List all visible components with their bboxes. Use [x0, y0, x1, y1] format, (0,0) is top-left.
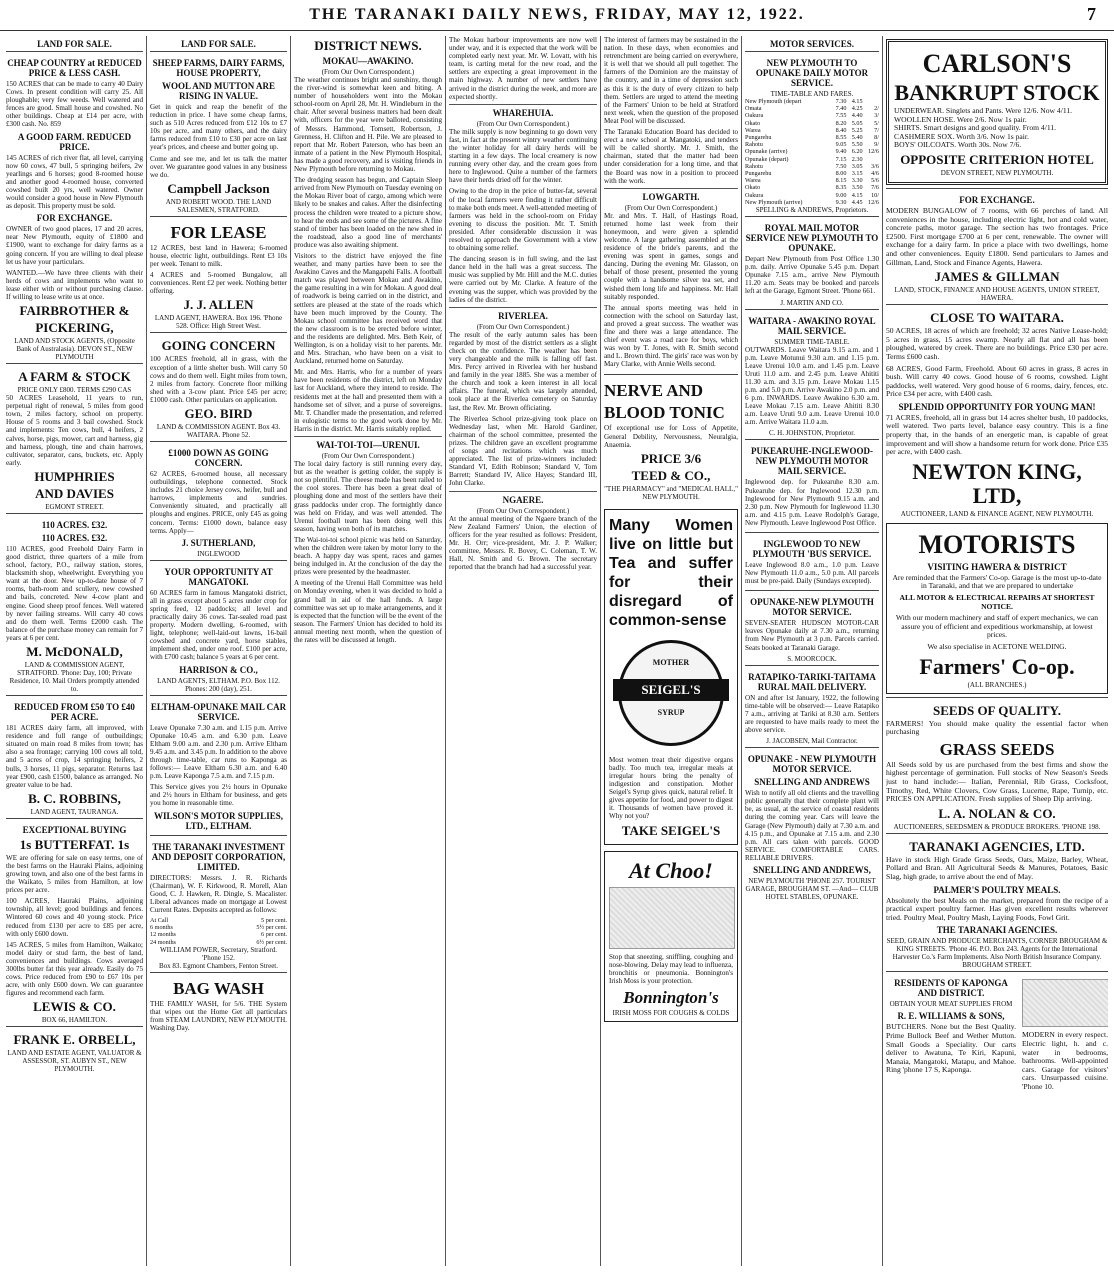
ad-price: PRICE ONLY £800. TERMS £290 CAS — [17, 386, 132, 395]
ad-footer-sub: DEVON STREET, NEW PLYMOUTH. — [940, 168, 1054, 177]
timetable-stop: New Plymouth (depart — [745, 98, 802, 105]
ad-body: Leave Inglewood 8.0 a.m., 1.0 p.m. Leave New Plymouth 11.0 a.m., 5.0 p.m. All parcels must be pre-paid. Daily (Sundays excepted). — [745, 561, 879, 586]
seigels-seal-logo: MOTHER SEIGEL'S SYRUP — [618, 640, 724, 746]
timetable-cell: 7/ — [874, 126, 879, 134]
agent-details: AUCTIONEERS, SEEDSMEN & PRODUCE BROKERS. 'PHONE 198. — [893, 822, 1101, 831]
ad-body: 50 ACRES Leasehold, 11 years to run, perpetual right of renewal, 5 miles from good town, 2 miles factory, school on property. House of 5 rooms and 3 bail cowshed. Stock and implements: Ten cows, bull, 4 heifers, 2 calves, horse, pigs, mower, cart and harness, gig and harness, plough, tine and chain harrows, cultivator, separator, cans, buckets, etc. Apply early. — [6, 394, 143, 467]
proprietor-line: S. MOORCOCK. — [787, 654, 837, 663]
rate-value: 6 per cent. — [261, 931, 287, 939]
article-paragraph: A meeting of the Urenui Hall Committee was held on Monday evening, when it was decided to hold a grand ball in aid of the hall funds. A large committee was set up to make arrangements, and it is expected that the function will be the event of the season. The Farmers' Union has decided to hold its annual meeting next month, when the question of the rates will be discussed at length. — [294, 579, 442, 644]
timetable-cell: 5/ — [874, 119, 879, 127]
agent-name: B. C. ROBBINS, — [28, 790, 121, 806]
ad-title: REDUCED FROM £50 TO £40 PER ACRE. — [14, 702, 135, 723]
agent-name: GEO. BIRD — [184, 405, 253, 421]
timetable-cell: 8.20 — [835, 119, 847, 127]
column-2 — [150, 36, 287, 1266]
timetable-row — [745, 156, 879, 163]
ad-title: INGLEWOOD TO NEW PLYMOUTH 'BUS SERVICE. — [752, 539, 872, 560]
agent-name: FAIRBROTHER & — [19, 303, 130, 319]
agent-name: FRANK E. ORBELL, — [13, 1032, 136, 1048]
ad-body: This Service gives you 2½ hours in Opunake and 2½ hours in Eltham for business, and gets you home in reasonable time. — [150, 783, 287, 808]
ad-title: CARLSON'S — [922, 49, 1072, 78]
subsection-title: LOWGARTH. — [642, 191, 700, 202]
ad-body: ON and after 1st January, 1922, the following time-table will be observed:— Leave Ratapiko 7 a.m., arriving at Tariki at 8.30 a.m. Settlers are requested to have mails ready to meet the above service. — [745, 693, 879, 735]
agent-details: Box 83. Egmont Chambers, Fenton Street. — [159, 961, 278, 970]
carlsons-ad — [886, 39, 1108, 185]
timetable-row — [745, 127, 879, 134]
subsection-title: WHAREHUIA. — [492, 107, 554, 118]
timetable-cell: 4.25 — [851, 105, 863, 113]
ad-title: A FARM & STOCK — [18, 369, 131, 385]
agent-name: M. McDONALD, — [26, 644, 123, 660]
hotel-illustration — [1022, 979, 1108, 1027]
timetable-stop: Warea — [745, 126, 761, 134]
timetable-cell: 3.15 — [851, 170, 863, 178]
ad-body: 4 ACRES and 5-roomed Bungalow, all conveniences. Rent £2 per week. Nothing better offering. — [150, 271, 287, 296]
agent-name: NEWTON KING, LTD, — [912, 458, 1082, 508]
agent-name: J. J. ALLEN — [183, 297, 254, 313]
correspondent-line: (From Our Own Correspondent.) — [476, 119, 570, 128]
ad-body: Have in stock High Grade Grass Seeds, Oats, Maize, Barley, Wheat, Pollard and Bran. All Agricultural Seeds & Manures, Potatoes, Basic Slag, high grade, to arrive about the end of May. — [886, 854, 1108, 881]
agent-details: "THE PHARMACY" and "MEDICAL HALL," NEW PLYMOUTH. — [604, 484, 738, 501]
article-paragraph: The Mokau harbour improvements are now well under way, and it is expected that the work will be completed early next year. Mr. W. Lovatt, with his team, is carting metal for the new road, and the settlers are expecting a great improvement in the main highway. A number of new settlers have arrived in the district during the week, and more are expected shortly. — [449, 36, 597, 101]
correspondent-line: (From Our Own Correspondent.) — [476, 506, 570, 515]
ad-title: GOING CONCERN — [161, 338, 276, 354]
ad-item: WOOLLEN HOSE. Were 2/6. Now 1s pair. — [894, 114, 1027, 124]
subsection-title: WAI-TOI-TOI—URENUI. — [316, 440, 420, 451]
ad-title: TARANAKI AGENCIES, LTD. — [909, 838, 1085, 854]
timetable-cell: 2/ — [874, 105, 879, 113]
rate-term: 12 months — [150, 931, 176, 939]
ad-title: A GOOD FARM. REDUCED PRICE. — [17, 131, 132, 152]
article-paragraph: The Riverlea School prize-giving took place on Wednesday last, when Mr. Harold Gardiner, chairman of the school committee, presented the prizes. The children gave an excellent programme of songs and recitations which was much appreciated. The list of prize-winners included: Standard VI, Edith Robinson; Standard V, Tom Barrett; Standard IV, Alice Hayes; Standard III, John Clarke. — [449, 414, 597, 488]
ad-body: Are reminded that the Farmers' Co-op. Garage is the most up-to-date in Taranaki, and that we are prepared to undertake — [892, 572, 1102, 591]
agent-details: LAND AGENTS, ELTHAM. P.O. Box 112. Phones: 200 (day), 251. — [157, 676, 280, 693]
column-7 — [886, 36, 1108, 1266]
ad-title: ROYAL MAIL MOTOR SERVICE NEW PLYMOUTH TO OPUNAKE. — [745, 223, 879, 254]
ad-title: NEW PLYMOUTH TO OPUNAKE DAILY MOTOR SERVICE. — [755, 58, 869, 88]
timetable-cell — [863, 156, 879, 163]
timetable-cell: 4/6 — [871, 170, 879, 178]
ad-body: OWNER of two good places, 17 and 20 acres, near New Plymouth, equity of £1800 and £1900, want to exchange for dairy farms as a going concern. If you are willing to deal please let us have your particulars. — [6, 225, 143, 266]
timetable-stop: Oakura — [745, 191, 764, 199]
timetable-cell: 6.20 — [851, 148, 863, 156]
correspondent-line: (From Our Own Correspondent.) — [624, 203, 718, 212]
section-header: MOTOR SERVICES. — [769, 39, 855, 49]
article-paragraph: The local dairy factory is still running every day, but as the weather is getting colder, the supply is not so plentiful. The cheese made has been railed to the cool stores. There has been a great deal of ploughing done and most of the settlers have their grass paddocks under crop. The fortnightly dance was held on Friday, and was well attended. The Urenui football team has been doing well this season, having won both of its matches. — [294, 460, 442, 533]
timetable-stop: New Plymouth (arrive) — [745, 198, 803, 206]
column-rule — [445, 36, 446, 1266]
ad-footer: TAKE SEIGEL'S — [621, 822, 721, 838]
ad-body: 68 ACRES, Good Farm, Freehold. About 60 acres in grass, 8 acres in bush. Will carry 40 cows. Good house of 6 rooms, cowshed. Light paddocks, well watered. Very good house of 6 rooms, dairy, fences, etc. Price £34 per acre, with £400 cash. — [886, 363, 1108, 399]
correspondent-line: (From Our Own Correspondent.) — [321, 68, 415, 76]
ad-body: Of exceptional use for Loss of Appetite, General Debility, Nervousness, Neuralgia, Anaemia. — [604, 424, 738, 449]
article-paragraph: The annual sports meeting was held in connection with the school on Saturday last, and proved a great success. The weather was fine and there was a large attendance. The chief event was a road race for boys, which was won by T. Jones, with R. Smith second and L. Brown third. The girls' race was won by Mary Clarke, with Annie Wells second. — [604, 303, 738, 369]
timetable-row — [745, 141, 879, 148]
agent-name: SNELLING AND ANDREWS, — [753, 864, 871, 875]
timetable-row — [745, 170, 879, 177]
column-5 — [604, 36, 738, 1266]
timetable-stop: Pungarehu — [745, 170, 772, 178]
ad-title: SPLENDID OPPORTUNITY FOR YOUNG MAN! — [898, 401, 1096, 412]
article-paragraph: The dancing season is in full swing, and the last dance held in the hall was a great success. The music was supplied by Mr. Hill and the M.C. duties were carried out by Mr. Clarke. A feature of the evening was the supper, which was provided by the ladies of the district. — [449, 255, 597, 304]
ad-body: 145 ACRES, 5 miles from Hamilton, Waikato; model dairy or stud farm, the best of land, conveniences and buildings. Cows averaged 300lbs butter fat this year already. Easily do 75 cows. Price reduced from £90 to £67 10s per acre, with only £600 down. We can guarantee figures and recommend each farm. — [6, 940, 143, 998]
masthead-title: THE TARANAKI DAILY NEWS, FRIDAY, MAY 12, 1922. — [309, 6, 805, 23]
ad-title: OPUNAKE-NEW PLYMOUTH MOTOR SERVICE. — [750, 597, 874, 618]
timetable-cell: 9.05 — [835, 141, 847, 149]
column-1 — [6, 36, 143, 1266]
article-paragraph: The Wai-toi-toi school picnic was held on Saturday, when the children were taken by motor lorry to the beach. A happy day was spent, races and games being indulged in. At the conclusion of the day the prizes were presented by the headmaster. — [294, 535, 442, 577]
timetable-cell: 12/6 — [867, 198, 879, 206]
timetable-stop: Rahotu — [745, 162, 763, 170]
agent-details: NEW PLYMOUTH 'PHONE 257. TOURIST GARAGE, BROUGHAM ST. —And— CLUB HOTEL STABLES, OPUNAKE. — [745, 876, 879, 901]
timetable-cell: 8.00 — [835, 170, 847, 178]
agent-details: AND ROBERT WOOD. THE LAND SALESMEN, STRATFORD. — [165, 197, 272, 214]
ad-item: CASHMERE SOX. Worth 3/6. Now 1s pair. — [894, 131, 1029, 141]
ad-item: SHIRTS. Smart designs and good quality. From 4/11. — [894, 123, 1057, 133]
timetable-stop: Pungarehu — [745, 134, 772, 142]
timetable-stop: Okato — [745, 119, 761, 127]
ad-body: 150 ACRES that can be made to carry 40 Dairy Cows. In present condition will carry 25. All ploughable; very few weeds. Well watered and fences are good. Small house and cowshed. No other buildings. Cheap at £14 per acre, with £300 cash. No. 859 — [6, 80, 143, 129]
timetable-row — [745, 148, 879, 155]
ad-body: THE FAMILY WASH, for 5/6. THE System that wipes out the Home Get all particulars from STEAM LAUNDRY, NEW PLYMOUTH. Washing Day. — [150, 999, 287, 1033]
agent-name: SNELLING AND ANDREWS — [754, 777, 870, 788]
timetable-cell: 4.15 — [851, 98, 863, 105]
timetable-cell: 10/ — [871, 191, 879, 199]
ad-body: 12 ACRES, best land in Hawera; 6-roomed house, electric light, outbuildings. Rent £3 10s per week. Tenant to milk. — [150, 243, 287, 269]
deposit-rates-table — [150, 917, 287, 946]
ad-subtitle: OBTAIN YOUR MEAT SUPPLIES FROM — [889, 1000, 1013, 1009]
article-paragraph: Mr. and Mrs. T. Hall, of Hastings Road, returned home last week from their honeymoon, and were given a splendid welcome. A large gathering assembled at the residence of the bride's parents, and the evening was spent in games, songs and dancing. During the evening Mr. Glasson, on behalf of those present, presented the young couple with a handsome silver tea set, and wished them long life and happiness. Mr. Hall suitably responded. — [604, 211, 738, 301]
column-rule — [146, 36, 147, 1266]
timetable-cell: 7.50 — [835, 162, 847, 170]
timetable-cell: 3.50 — [851, 184, 863, 192]
ad-title: FOR EXCHANGE. — [959, 194, 1035, 205]
agent-name: LEWIS & CO. — [33, 999, 116, 1015]
table-row — [150, 931, 287, 938]
timetable-cell: 8/ — [874, 134, 879, 142]
ad-title: PUKEARUHE-INGLEWOOD-NEW PLYMOUTH MOTOR MAIL SERVICE. — [750, 446, 873, 477]
ad-body: Depart New Plymouth from Post Office 1.30 p.m. daily. Arrive Opunake 5.45 p.m. Depart Opunake 7.15 a.m., arrive New Plymouth 11.20 a.m. Seats may be booked and parcels left at the Garage, Egmont Street. 'Phone 661. — [745, 255, 879, 296]
timetable-row — [745, 98, 879, 105]
article-paragraph: Owing to the drop in the price of butter-fat, several of the local farmers were finding it rather difficult to make both ends meet. A well-attended meeting of farmers was held in the school-room on Friday evening to discuss the position. Mr. T. Smith presided. After considerable discussion it was resolved to approach the Government with a view to obtaining some relief. — [449, 187, 597, 253]
agent-details: SEED, GRAIN AND PRODUCE MERCHANTS, CORNER BROUGHAM & KING STREETS. 'Phone 46. P.O. Box 243. Agents for the International Harvester Co.'s Farm Implements. Also North British Insurance Company. BROUGHAM STREET. — [886, 937, 1108, 970]
ad-title: BAG WASH — [173, 978, 264, 998]
agent-name: R. E. WILLIAMS & SONS, — [897, 1011, 1005, 1022]
column-rule — [600, 36, 601, 1266]
section-title: DISTRICT NEWS. — [314, 38, 422, 53]
agent-details: EGMONT STREET. — [45, 502, 104, 511]
column-6 — [745, 36, 879, 1266]
ad-title: 110 ACRES. £32. — [41, 532, 108, 543]
ad-title: YOUR OPPORTUNITY AT MANGATOKI. — [164, 566, 273, 587]
brand-name: Bonnington's — [623, 987, 719, 1007]
timetable-cell: 8.55 — [835, 134, 847, 142]
ad-body: Stop that sneezing, sniffling, coughing and nose-blowing. Delay may lead to influenza, bronchitis or pneumonia. Bonnington's Irish Moss is your protection. — [609, 952, 733, 985]
ad-body: Wish to notify all old clients and the travelling public generally that their complete plant will be, as usual, at the service of coastal residents during the coming year. Cars will leave the Garage (New Plymouth) daily at 7.30 a.m. and 4.15 p.m., and Opunake at 7.15 a.m. and 2.30 p.m. All cars taken with parcels. GOOD SERVICE. COMFORTABLE CARS. RELIABLE DRIVERS. — [745, 789, 879, 862]
timetable-stop: Rahotu — [745, 141, 763, 149]
ad-body: DIRECTORS: Messrs. J. R. Richards (Chairman), W. F. Kirkwood, R. Morell, Alan Good, C. J. Hawken, R. Dingle, S. Macalister. Liberal advances made on mortgage at Lowest Current Rates. Deposits accepted as follows: — [150, 873, 287, 914]
timetable-cell: 2.30 — [851, 155, 863, 163]
timetable-row — [745, 134, 879, 141]
timetable-cell: 4.45 — [851, 198, 863, 206]
timetable-cell: 4.40 — [851, 112, 863, 120]
agent-details: LAND AGENT, TAURANGA. — [30, 807, 119, 816]
agent-name: THE TARANAKI AGENCIES. — [936, 925, 1058, 936]
ad-title: PALMER'S POULTRY MEALS. — [933, 884, 1061, 895]
article-paragraph: The weather continues bright and sunshiny, though the river-wind is somewhat keen and biting. A number of householders went into the Mokau school-room on April 28, Mr. H. Windleburn in the chair. After several business matters had been dealt with, officers for the year were balloted, consisting of Messrs. Hammond, Tomsett, Robertson, J. Grenness, H. Clifton and H. Pile. We are pleased to report that Mr. Robert Paterson, who has been an inmate of a patient in the New Plymouth Hospital, has made a good recovery, and is visiting friends in New Plymouth before returning to Mokau. — [294, 76, 442, 174]
ad-title: CLOSE TO WAITARA. — [930, 310, 1064, 326]
timetable-stop: Warea — [745, 177, 761, 185]
ad-body: 100 ACRES freehold, all in grass, with the exception of a little shelter bush. Will carry 50 cows and do them well. Eight miles from town, 2 miles from factory. Concrete floor milking shed with a 3-cow plant. Price £45 per acre; £1000 cash. Other particulars on application. — [150, 355, 287, 404]
rate-value: 6½ per cent. — [256, 938, 287, 946]
agent-details: LAND & COMMISSION AGENT, STRATFORD. 'Phone: Day, 100; Private Residence, 10. Mail Orders promptly attended to. — [9, 661, 140, 694]
timetable-stop: Opunake (depart) — [745, 155, 789, 163]
subsection-title: NGAERE. — [502, 494, 544, 505]
table-row — [150, 939, 287, 946]
agent-name: TEED & CO., — [631, 467, 711, 483]
timetable-stop: Opunake (arrive) — [745, 148, 788, 156]
ad-body: ALL MOTOR & ELECTRICAL REPAIRS AT SHORTEST NOTICE. — [899, 593, 1095, 611]
correspondent-line: (From Our Own Correspondent.) — [476, 322, 570, 331]
article-paragraph: Mr. and Mrs. Harris, who for a number of years have been residents of the district, left on Monday last for Auckland, where they intend to reside. The residents met at the hall and presented them with a handsome set of silver, and a purse of sovereigns. Mr. T. Chandler made the presentation, and referred in eulogistic terms to the good work done by Mr. Harris in the district. Mr. Harris suitably replied. — [294, 368, 442, 433]
ad-body: Get in quick and reap the benefit of the reduction in price. I have some cheap farms, such as 510 Acres reduced from £12 10s to £7 10s per acre, and many others, and the dairy farms reduced from £10 to £30 per acre on last year's prices, and cheese and butter going up. — [150, 103, 287, 152]
timetable-cell: 8.40 — [835, 126, 847, 134]
section-header: LAND FOR SALE. — [181, 39, 256, 49]
firm-sub: (ALL BRANCHES.) — [967, 680, 1027, 689]
ad-body: We also specialise in ACETONE WELDING. — [927, 642, 1067, 651]
timetable — [745, 98, 879, 206]
agent-name: WILSON'S MOTOR SUPPLIES, LTD., ELTHAM. — [153, 810, 284, 831]
section-header: LAND FOR SALE. — [37, 39, 112, 49]
ad-body: WANTED.—We have three clients with their herds of cows and implements who want to lease either with or without purchasing clause. If willing to lease write us at once. — [6, 268, 143, 301]
ad-title: RATAPIKO-TARIKI-TAITAMA RURAL MAIL DELIVERY. — [748, 671, 876, 692]
timetable-cell: 4.15 — [851, 191, 863, 199]
timetable-cell: 3/ — [874, 112, 879, 120]
ad-title: 110 ACRES. £32. — [41, 519, 108, 530]
agent-details: LAND, STOCK, FINANCE AND HOUSE AGENTS, UNION STREET, HAWERA. — [894, 286, 1100, 303]
article-paragraph: The dredging season has begun, and Captain Sleep arrived from New Plymouth on Tuesday evening on the Mokau River boat of cargo, among which were likely to be snakes and cakes. After the disinfecting process the children were treated to a picture show, to hear the ends and see some of the pictures. A fine stand of timber has been loaded on the new shed in the roadstead, also a good line of merchants' produce was also awaiting shipment. — [294, 176, 442, 249]
ad-title: NERVE AND — [604, 381, 704, 401]
ad-body: FARMERS! You should make quality the essential factor when purchasing — [886, 718, 1108, 737]
article-paragraph: The milk supply is now beginning to go down very fast, in fact at the present wintry weather continuing the winter holiday for all dairy herds will be starting in a few days. The local creamery is now running every other day, and the cream goes from here to Inglewood. Quite a number of the farmers have their herds dried off for the winter. — [449, 127, 597, 185]
article-paragraph: At the annual meeting of the Ngaere branch of the New Zealand Farmers' Union, the election of officers for the year resulted as follows: President, Mr. H. Orr; vice-president, Mr. J. P. Walker; committee, Messrs. R. Bovey, C. Coleman, T. W. Hall, N. Smith and G. Brown. The secretary reported that the branch had had a successful year. — [449, 514, 597, 572]
rate-term: At Call — [150, 916, 169, 924]
timetable-cell: 9/ — [874, 141, 879, 149]
timetable-cell — [863, 98, 879, 105]
article-paragraph: The Taranaki Education Board has decided to erect a new school at Mangatoki, and tenders will be called shortly. Mr. J. Smith, the chairman, stated that the matter had been under consideration for a long time, and that the Board was now in a position to proceed with the work. — [604, 128, 738, 185]
rate-term: 6 months — [150, 924, 173, 932]
column-rule — [741, 36, 742, 1266]
table-row — [150, 924, 287, 931]
ad-title: MOTORISTS — [918, 529, 1076, 559]
ad-title: CHEAP COUNTRY at REDUCED PRICE & LESS CASH. — [7, 58, 142, 78]
timetable-row — [745, 192, 879, 199]
ad-title: SHEEP FARMS, DAIRY FARMS, HOUSE PROPERTY, — [152, 58, 285, 78]
ad-body: 71 ACRES, freehold, all in grass but 14 acres shelter bush, 10 paddocks, well watered. Two parts level, balance easy country. This is a fine property that, in the hands of an energetic man, is capable of great improvement and will show a handsome return for work done. Price £35 per acre, with £400 cash. — [886, 412, 1108, 457]
ad-body: Absolutely the best Meals on the market, prepared from the recipe of a practical expert poultry farmer. Has given excellent results wherever tried. Poultry Meal, Poultry Mash, Laying Foods, Fowl Grit. — [886, 895, 1108, 922]
ad-price: PRICE 3/6 — [640, 450, 702, 466]
timetable-cell: 9.40 — [835, 148, 847, 156]
column-4 — [449, 36, 597, 1266]
column-rule — [882, 36, 883, 1266]
timetable-cell: 3/6 — [871, 162, 879, 170]
timetable-cell: 5.50 — [851, 141, 863, 149]
ad-title: FOR LEASE — [170, 222, 267, 242]
ad-title: EXCEPTIONAL BUYING — [22, 824, 127, 835]
ad-body: 62 ACRES, 6-roomed house, all necessary outbuildings, telephone connected. Stock includes 21 choice Jersey cows, heifer, bull and harrows, implements and sundries. Conveniently situated, and practically all ploughs and engines. PRICE, only £45 as going concern. Terms: £1000 down, balance easy terms. Apply— — [150, 469, 287, 535]
timetable-cell: 5.05 — [851, 119, 863, 127]
ad-body: MODERN BUNGALOW of 7 rooms, with 66 perches of land. All conveniences in the house, including electric light, hot and cold water, concrete paths, motor garage. The section has two frontages. Price £2500. First mortgage £700 at 6 per cent, renewable. The owner will exchange for a dairy farm. In price a place with two dwellings, home and other conveniences. Equity £1800. Send particulars to James and Gillman, Land, Stock and Finance Agents, Hawera. — [886, 205, 1108, 267]
timetable-row — [745, 184, 879, 191]
timetable-row — [745, 105, 879, 112]
rate-value: 5½ per cent. — [256, 924, 287, 932]
proprietor-line: C. H. JOHNSTON, Proprietor. — [768, 429, 855, 438]
proprietor-line: J. JACOBSEN, Mail Contractor. — [766, 737, 858, 746]
timetable-stop: Oakura — [745, 112, 764, 120]
timetable-cell: 8.35 — [835, 184, 847, 192]
rate-term: 24 months — [150, 938, 176, 946]
rate-value: 5 per cent. — [261, 916, 287, 924]
ad-title: WOOL AND MUTTON ARE RISING IN VALUE. — [161, 81, 276, 101]
ad-subtitle: TIME-TABLE AND FARES. — [770, 90, 854, 98]
ad-body: 100 ACRES, Hauraki Plains, adjoining township, all level; good buildings and fences. Wintered 60 cows and 40 young stock. Price reduced from £130 per acre to £85 per acre, with only £600 down. — [6, 897, 143, 938]
ad-body: Come and see me, and let us talk the matter over. We guarantee good values in any business we do. — [150, 154, 287, 179]
timetable-cell: 5.40 — [851, 134, 863, 142]
ad-title: BANKRUPT STOCK — [894, 80, 1100, 105]
timetable-cell: 7.40 — [835, 105, 847, 113]
ad-title: SEEDS OF QUALITY. — [933, 702, 1061, 718]
ad-body: WE are offering for sale on easy terms, one of the best farms on the Hauraki Plains, adjoining growing town, and also one of the best farms in the Waikato, 5 miles from Hamilton, at low prices per acre. — [6, 853, 143, 895]
timetable-row — [745, 199, 879, 206]
correspondent-line: (From Our Own Correspondent.) — [321, 452, 415, 461]
proprietor-line: J. MARTIN AND CO. — [780, 298, 844, 307]
agent-details: LAND & COMMISSION AGENT. Box 43. WAITARA. Phone 52. — [156, 422, 281, 439]
column-3 — [294, 36, 442, 1266]
agent-details: INGLEWOOD — [197, 549, 240, 558]
agent-details: BOX 66, HAMILTON. — [41, 1016, 108, 1025]
ad-title: ELTHAM-OPUNAKE MAIL CAR SERVICE. — [150, 701, 287, 722]
agent-name: Campbell Jackson — [167, 180, 270, 196]
masthead — [0, 0, 1114, 31]
agent-details: LAND AGENT, HAWERA. Box 196. 'Phone 528. Office: High Street West. — [154, 314, 283, 331]
agent-details: LAND AND ESTATE AGENT, VALUATOR & ASSESSOR, ST. AUBYN ST., NEW PLYMOUTH. — [7, 1049, 142, 1074]
timetable-cell: 7.30 — [835, 98, 847, 105]
ad-headline: Many Women live on little but Tea and suffer for their disregard of common-sense — [609, 516, 733, 629]
sneezing-man-illustration — [609, 887, 735, 949]
ad-body: With our modern machinery and staff of expert mechanics, we can assure you of efficient and expeditious workmanship, at lowest prices. — [895, 613, 1099, 640]
ad-body: All Seeds sold by us are purchased from the best firms and show the highest percentage of germination. Full stocks of New Season's Seeds just to hand include:— Italian, Perennial, Rib Grass, Cocksfoot, Timothy, Red, White Clovers, Cow Grass, Lucerne, Rape, Turnip, etc. PRICES ON APPLICATION. Fresh supplies of Sheep Dip arriving. — [886, 759, 1108, 804]
ad-title: £1000 DOWN AS GOING CONCERN. — [168, 447, 269, 468]
ad-footer: OPPOSITE CRITERION HOTEL — [900, 151, 1094, 167]
ad-title: THE TARANAKI INVESTMENT AND DEPOSIT CORPORATION, LIMITED. — [151, 841, 286, 872]
timetable-row — [745, 163, 879, 170]
agent-name: L. A. NOLAN & CO. — [938, 805, 1056, 821]
timetable-row — [745, 120, 879, 127]
timetable-row — [745, 112, 879, 119]
ad-title: OPUNAKE - NEW PLYMOUTH MOTOR SERVICE. — [747, 754, 877, 775]
firm-name: Farmers' Co-op. — [919, 653, 1075, 679]
ad-title: At Choo! — [629, 857, 713, 883]
article-paragraph: The interest of farmers may be sustained in the nation. In these days, when economies and retrenchment are being carried on everywhere, it is well that we should all pull together. The farmers of the Dominion are the mainstay of the country, and in a time of depression such as this it is the duty of every citizen to help them. Settlers are urged to attend the meeting of the Farmers' Union to be held at Stratford next week, when the question of the proposed Meat Pool will be discussed. — [604, 36, 738, 125]
ad-body: OUTWARDS. Leave Waitara 9.15 a.m. and 1 p.m. Leave Motunui 9.30 a.m. and 1.15 p.m. Leave Urenui 10.0 a.m. and 1.45 p.m. Leave Uruti 11.0 a.m. and 2.45 p.m. Leave Ahititi 11.30 a.m. and 3.15 p.m. Leave Mokau 1.15 p.m. and 5.0 p.m. Arrive Awakino 2.0 p.m. and 6 p.m. INWARDS. Leave Awakino 6.30 a.m. Leave Mokau 7.15 a.m. Leave Ahititi 8.30 a.m. Leave Uruti 9.0 a.m. Leave Urenui 10.0 a.m. Arrive Waitara 11.0 a.m. — [745, 345, 879, 427]
ad-subtitle: VISITING HAWERA & DISTRICT — [927, 561, 1067, 572]
agent-details: AUCTIONEER, LAND & FINANCE AGENT, NEW PLYMOUTH. — [900, 509, 1094, 518]
ad-title: RESIDENTS OF KAPONGA AND DISTRICT. — [894, 978, 1008, 999]
ad-title: 1s BUTTERFAT. 1s — [19, 836, 130, 852]
article-paragraph: The result of the early autumn sales has been regarded by most of the district settlers as a slight check on the confidence. The weather has been very changeable and the milk is falling off fast. Mrs. Percy arrived in Riverlea with her husband and family in the year 1885. She was a member of the church and took a keen interest in all local affairs. The funeral, which was largely attended, took place at the Riverlea cemetery on Saturday last, the Rev. Mr. Brown officiating. — [449, 330, 597, 412]
ad-item: BOYS' OILCOATS. Worth 30s. Now 7/6. — [894, 140, 1022, 150]
ad-body: 181 ACRES dairy farm, all improved, with residence and full range of outbuildings; situated on main road 8 miles from town; has also a sea frontage; carrying 100 cows all told, and 5 acres of crop, 14 springing heifers, 2 bulls, 3 horses, 11 pigs, separator. Returns last year £900, cash £1500, balance as arranged. No greater value to be had. — [6, 724, 143, 789]
agent-details: LAND AND STOCK AGENTS, (Opposite Bank of Australasia). DEVON ST., NEW PLYMOUTH — [14, 337, 135, 362]
timetable-cell: 7.15 — [835, 155, 847, 163]
column-rule — [290, 36, 291, 1266]
article-paragraph: Visitors to the district have enjoyed the fine weather, and many parties have been to see the Awakino Caves and the Mangapehi Falls. A football match was played between Mokau and Awakino, the game resulting in a win for Mokau. A good deal of roadwork is being carried on in the district, and settlers are pleased at the state of the roads which have been much improved by the County. The Mokau school committee has received word that the new classroom is to be erected before winter, and the residents are delighted. Mrs. Beth Keir, of Wellington, is on a holiday visit to her parents. Mr. and Mrs. Strachan, who have been on a visit to Auckland, returned home on Saturday. — [294, 251, 442, 366]
page-number: 7 — [1087, 4, 1096, 24]
subsection-title: RIVERLEA. — [498, 310, 548, 321]
timetable-cell: 12/6 — [867, 148, 879, 156]
ad-body: BUTCHERS. None but the Best Quality. Prime Bullock Beef and Wether Mutton. Small Goods a Speciality. Our carts deliver to Awatuna, Te Kiri, Kapuni, Manaia, Mangatoki, Matapu, and Mahoe. Ring 'phone 17 S, Kaponga. — [886, 1022, 1016, 1075]
ad-body: Inglewood dep. for Pukearuhe 8.30 a.m. Pukearuhe dep. for Inglewood 12.30 p.m. Inglewood for New Plymouth 9.15 a.m. and 2.30 p.m. New Plymouth for Inglewood 11.30 a.m. and 4.15 p.m. Leave Rodolph's Garage, New Plymouth. Leave Inglewood Post Office. — [745, 478, 879, 527]
agent-name: HUMPHRIES — [34, 468, 115, 484]
timetable-cell: 5/6 — [871, 177, 879, 185]
ad-title: WAITARA - AWAKINO ROYAL MAIL SERVICE. — [748, 315, 876, 336]
agent-name: J. SUTHERLAND, — [181, 537, 256, 548]
ad-body: 145 ACRES of rich river flat, all level, carrying now 60 cows, 47 bull, 5 springing heifers, 2w yearlings and 6 horses; good 8-roomed house and another good 4-roomed house, converted cowshed built 20 yrs, well watered. Owner would consider a good house in New Plymouth as deposit. This property must be sold. — [6, 153, 143, 211]
timetable-cell: 7.55 — [835, 112, 847, 120]
agent-name: PICKERING, — [35, 320, 114, 336]
agent-name: HARRISON & CO., — [179, 664, 258, 675]
timetable-cell: 9.30 — [835, 198, 847, 206]
ad-title: BLOOD TONIC — [604, 403, 725, 423]
timetable-cell: 7/6 — [871, 184, 879, 192]
ad-body: 110 ACRES, good Freehold Dairy Farm in good district, three quarters of a mile from school, factory, P.O., railway station, stores, blacksmith shop, wheelwright. Everything you want at the door. New up-to-date house of 7 rooms, bath-room and scullery, new cowshed and bails, concreted. New 4-cow plant and engine. Good sheep proof fences. Well watered by never failing streams. Will carry 40 cows and do them well. Terms £2000 cash. The balance of the purchase money can remain for 7 years at 6 per cent. — [6, 544, 143, 642]
timetable-row — [745, 177, 879, 184]
agent-name: JAMES & GILLMAN — [934, 269, 1060, 285]
timetable-cell: 3.30 — [851, 177, 863, 185]
ad-item: UNDERWEAR. Singlets and Pants. Were 12/6. Now 4/11. — [894, 106, 1073, 115]
table-row — [150, 917, 287, 924]
timetable-cell: 5.25 — [851, 126, 863, 134]
timetable-cell: 3.05 — [851, 162, 863, 170]
agent-details: WILLIAM POWER, Secretary, Stratford. 'Phone 152. — [160, 945, 277, 962]
timetable-cell: 9.00 — [835, 191, 847, 199]
timetable-cell: 8.15 — [835, 177, 847, 185]
ad-body: Leave Opunake 7.30 a.m. and 1.15 p.m. Arrive Opunake 10.45 a.m. and 6.30 p.m. Leave Eltham 9.00 a.m. and 2.30 p.m. Arrive Eltham 9.45 a.m. and 3.45 p.m. In addition to the above through time-table, car runs to Kaponga as follows:— Leave Eltham 6.30 a.m. and 6.40 p.m. Leave Kaponga 7.5 a.m. and 7.15 p.m. — [150, 723, 287, 781]
ad-body: 60 ACRES farm in famous Mangatoki district, all in grass except about 5 acres under crop for spring feed, 12 paddocks; all level and practically dairy 36 cows. Tar-sealed road past property. Modern dwelling, 6-roomed, with light, telephone; well-laid-out lawns, 16-bail cowshed and concrete yard, horse stables, implement shed, under one roof. £100 per acre, with £700 cash; balance 5 years at 6 per cent. — [150, 588, 287, 662]
timetable-stop: Okato — [745, 184, 761, 192]
agent-name: AND DAVIES — [35, 485, 114, 501]
proprietor-line: SPELLING & ANDREWS, Proprietors. — [755, 206, 869, 215]
brand-sub: IRISH MOSS FOR COUGHS & COLDS — [612, 1008, 730, 1017]
ad-title: FOR EXCHANGE. — [36, 213, 113, 224]
subsection-title: MOKAU—AWAKINO. — [322, 56, 414, 66]
ad-title: GRASS SEEDS — [939, 739, 1055, 759]
ad-body: Most women treat their digestive organs badly. Too much tea, irregular meals at irregular hours bring the penalty of indigestion and constipation. Mother Seigel's Syrup gives quick, natural relief. It gives appetite for food, and power to digest it. Thousands of women have proved it. Why not you? — [609, 755, 733, 821]
ad-body: SEVEN-SEATER HUDSON MOTOR-CAR leaves Opunake daily at 7.30 a.m., returning from New Plymouth at 3 p.m. Parcels carried. Seats booked at Taranaki Garage. — [745, 619, 879, 652]
ad-body: MODERN in every respect. Electric light, h. and c. water in bedrooms, bathrooms. Well-appointed cars. Garage for visitors' cars. Unsurpassed cuisine. 'Phone 10. — [1022, 1030, 1108, 1091]
timetable-stop: Omata — [745, 105, 762, 113]
ad-subtitle: SUMMER TIME-TABLE. — [774, 337, 850, 346]
ad-body: 50 ACRES, 18 acres of which are freehold; 32 acres Native Lease-hold; 5 acres in grass, 15 acres swamp. Nearly all flat and all has been ploughed, watered by creek. There are no buildings. Price £30 per acre. Terms £600 cash. — [886, 326, 1108, 361]
